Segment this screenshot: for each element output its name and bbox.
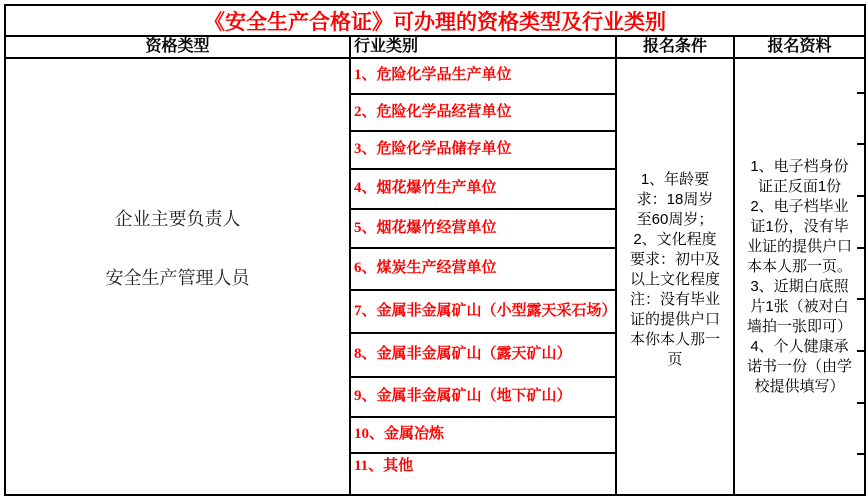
gridline-tick <box>857 247 865 249</box>
qualification-type-safety-manager: 安全生产管理人员 <box>105 268 250 288</box>
material-photo: 3、近期白底照片1张（被对白墙拍一张即可） <box>746 277 852 335</box>
registration-conditions-cell <box>617 59 735 494</box>
industry-row-9: 9、金属非金属矿山（地下矿山） <box>351 378 615 418</box>
table-body <box>6 59 864 494</box>
column-header-registration-conditions: 报名条件 <box>617 37 735 57</box>
industry-category-column <box>351 59 617 494</box>
industry-row-5: 5、烟花爆竹经营单位 <box>351 210 615 249</box>
industry-row-4: 4、烟花爆竹生产单位 <box>351 170 615 210</box>
industry-row-10: 10、金属冶炼 <box>351 418 615 454</box>
gridline-tick <box>857 350 865 352</box>
table-title-row <box>6 6 864 37</box>
industry-row-1: 1、危险化学品生产单位 <box>351 59 615 95</box>
material-id-card: 1、电子档身份证正反面1份 <box>750 157 849 195</box>
industry-row-8: 8、金属非金属矿山（露天矿山） <box>351 334 615 378</box>
gridline-tick <box>857 402 865 404</box>
gridline-tick <box>857 92 865 94</box>
material-diploma: 2、电子档毕业证1份，没有毕业证的提供户口本本人那一页。 <box>746 197 852 275</box>
industry-row-7: 7、金属非金属矿山（小型露天采石场） <box>351 291 615 334</box>
condition-education: 2、文化程度要求：初中及以上文化程度 <box>630 230 721 288</box>
material-health-letter: 4、个人健康承诺书一份（由学校提供填写） <box>746 337 852 395</box>
condition-note: 注：没有毕业证的提供户口本你本人那一页 <box>630 290 721 368</box>
gridline-tick <box>857 298 865 300</box>
column-header-registration-materials: 报名资料 <box>767 38 832 55</box>
industry-row-3: 3、危险化学品储存单位 <box>351 132 615 170</box>
column-header-industry-category: 行业类别 <box>351 37 617 57</box>
page-title: 《安全生产合格证》可办理的资格类型及行业类别 <box>204 9 666 34</box>
qualification-type-main-person: 企业主要负责人 <box>114 209 241 229</box>
registration-materials-cell <box>735 59 864 494</box>
qualification-table <box>4 4 866 496</box>
qualification-type-cell <box>6 59 351 494</box>
industry-row-2: 2、危险化学品经营单位 <box>351 95 615 132</box>
column-header-qualification-type: 资格类型 <box>6 37 351 57</box>
gridline-tick <box>857 143 865 145</box>
gridline-tick <box>857 453 865 455</box>
table-header-row <box>6 37 864 59</box>
gridline-tick <box>857 195 865 197</box>
industry-row-11: 11、其他 <box>354 458 414 474</box>
condition-age: 1、年龄要求：18周岁至60周岁； <box>636 170 714 228</box>
industry-row-6: 6、煤炭生产经营单位 <box>351 249 615 291</box>
